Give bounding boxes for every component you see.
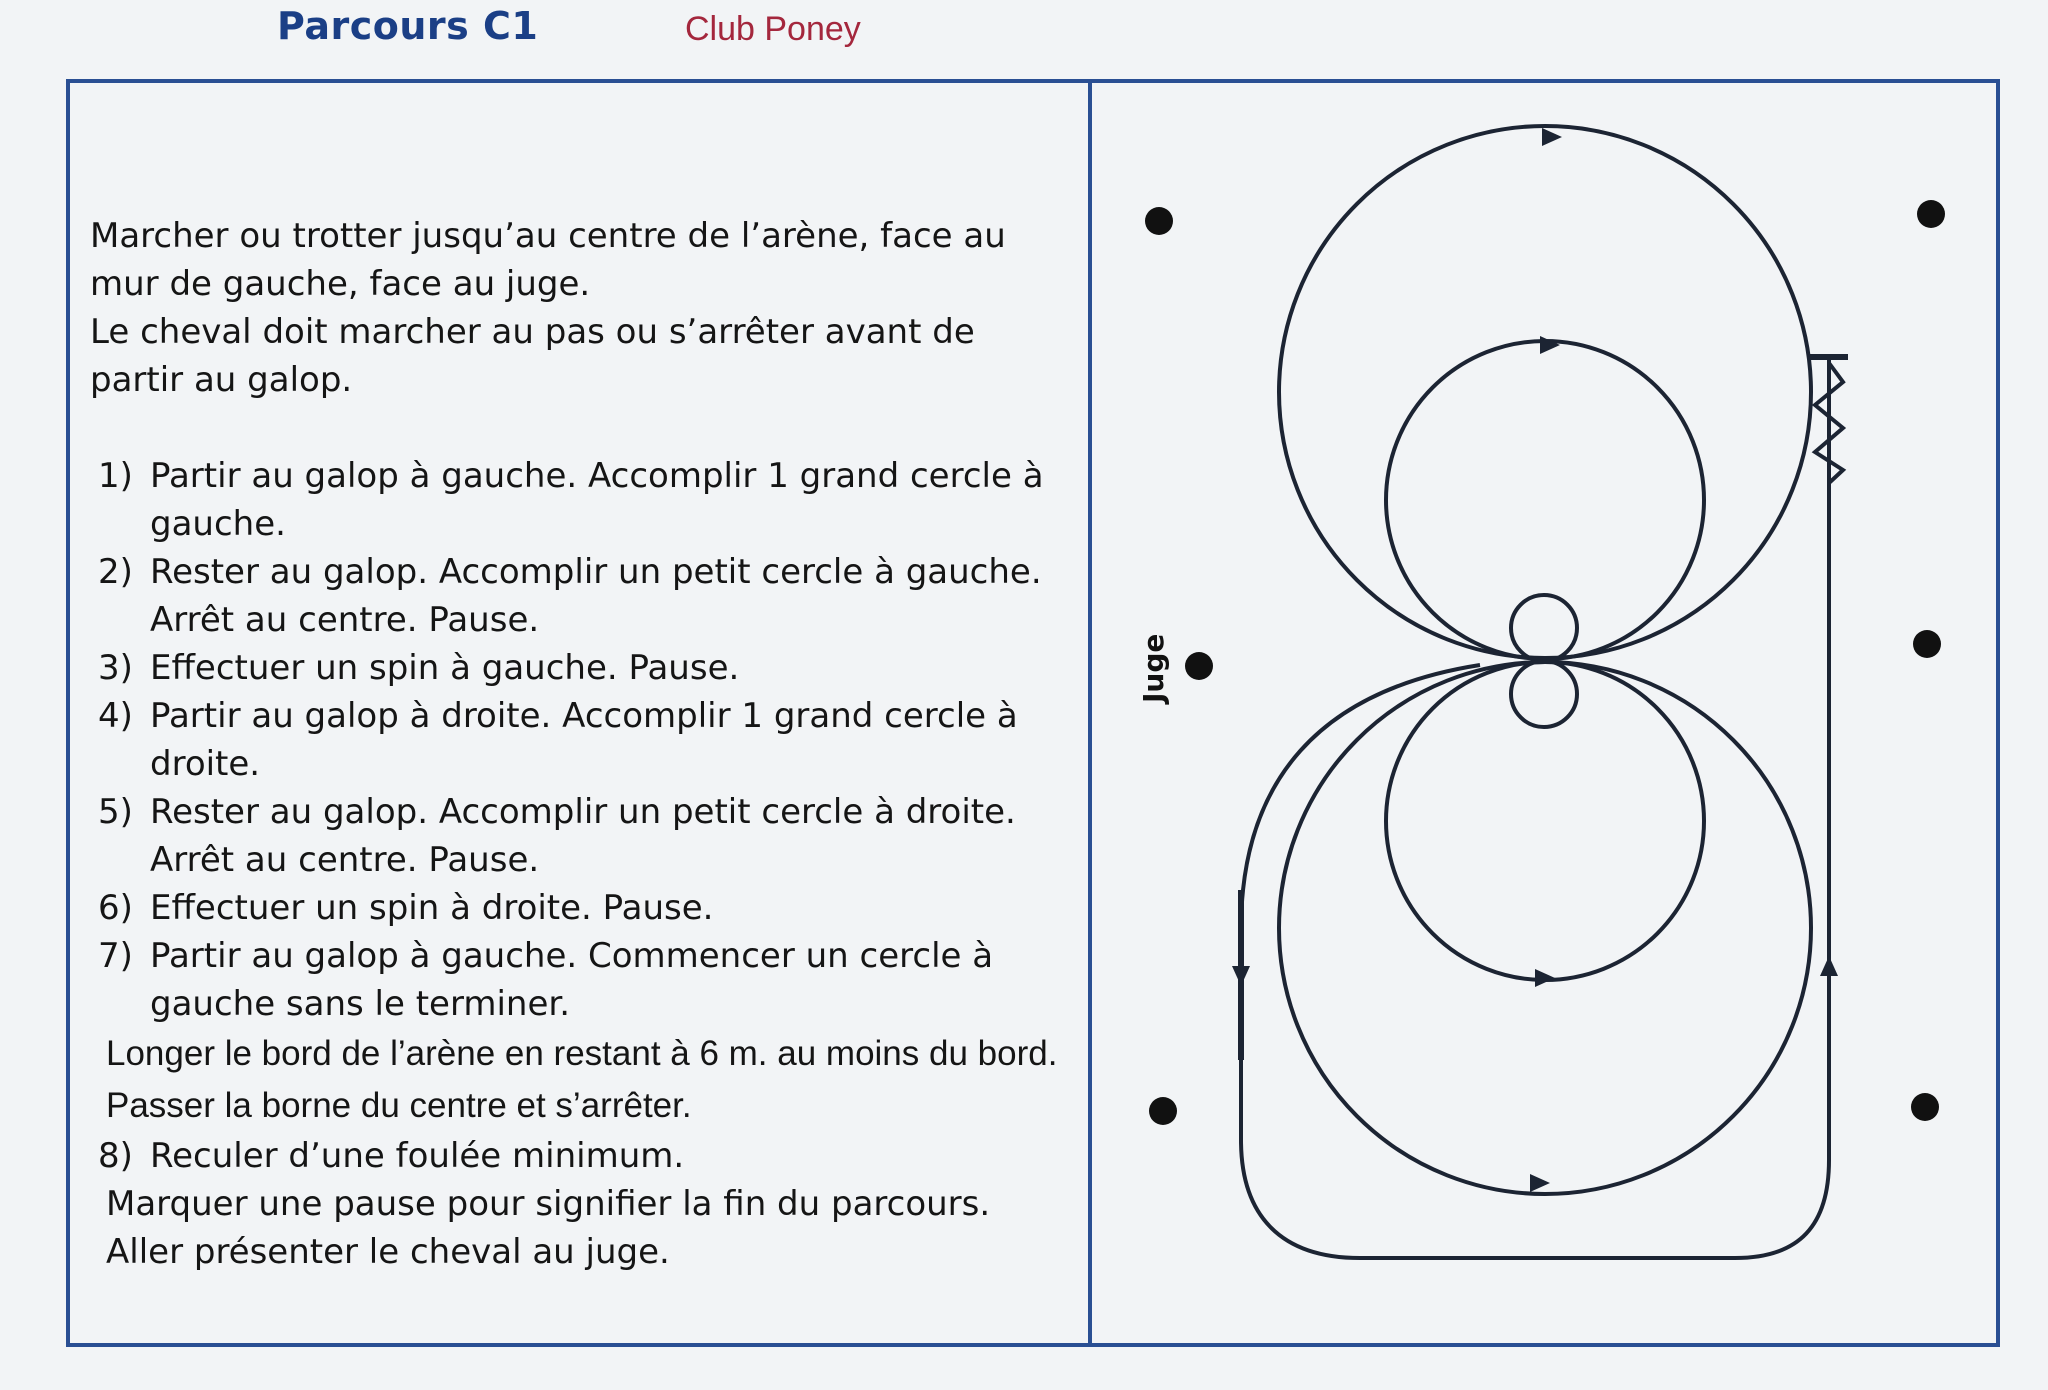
arrow-left-rail-down — [1232, 966, 1250, 986]
step-2 — [90, 548, 1070, 644]
rail-instruction: Longer le bord de l’arène en restant à 6 m. au moins du bord. — [106, 1034, 1058, 1073]
arrow-lower-large — [1530, 1174, 1550, 1192]
step-number: 5) — [98, 792, 133, 832]
spin-circle-bottom — [1511, 661, 1577, 727]
upper-small-circle — [1386, 341, 1704, 659]
step-7 — [90, 932, 1070, 1028]
spin-circle-top — [1511, 595, 1577, 661]
judge-label: Juge — [1137, 633, 1170, 703]
lower-large-circle — [1279, 662, 1811, 1194]
marker-middle-left — [1185, 652, 1213, 680]
intro-line: Le cheval doit marcher au pas ou s’arrêter avant de partir au galop. — [90, 312, 975, 400]
step-text: Partir au galop à droite. Accomplir 1 grand cercle à droite. — [150, 696, 1018, 784]
step-4 — [90, 692, 1070, 788]
marker-bottom-left — [1149, 1097, 1177, 1125]
step-6 — [90, 884, 1070, 932]
arrow-right-rail-up — [1820, 956, 1838, 976]
closing-line: Marquer une pause pour signifier la fin du parcours. — [106, 1184, 991, 1224]
club-name: Club Poney — [685, 10, 861, 48]
step-text: Rester au galop. Accomplir un petit cercle à gauche. Arrêt au centre. Pause. — [150, 552, 1042, 640]
lower-small-circle — [1386, 662, 1704, 980]
step-text: Effectuer un spin à droite. Pause. — [150, 888, 714, 928]
step-number: 8) — [98, 1136, 133, 1176]
step-number: 4) — [98, 696, 133, 736]
step-text: Partir au galop à gauche. Commencer un cercle à gauche sans le terminer. — [150, 936, 994, 1024]
marker-top-left — [1145, 207, 1173, 235]
step-8 — [90, 1132, 1070, 1180]
step-number: 3) — [98, 648, 133, 688]
intro-block — [90, 212, 1070, 404]
step-text: Effectuer un spin à gauche. Pause. — [150, 648, 740, 688]
step-number: 7) — [98, 936, 133, 976]
step-number: 2) — [98, 552, 133, 592]
arrow-upper-small — [1540, 336, 1560, 354]
arrow-lower-small — [1535, 969, 1555, 987]
stop-instruction: Passer la borne du centre et s’arrêter. — [106, 1086, 692, 1125]
step-1 — [90, 452, 1070, 548]
rail-path — [1241, 357, 1829, 1258]
step-number: 6) — [98, 888, 133, 928]
pattern-paths — [1241, 126, 1848, 1258]
step-text: Partir au galop à gauche. Accomplir 1 grand cercle à gauche. — [150, 456, 1044, 544]
arrow-upper-large — [1542, 128, 1562, 146]
closing-line: Aller présenter le cheval au juge. — [106, 1232, 670, 1272]
step-3 — [90, 644, 1070, 692]
marker-middle-right — [1913, 630, 1941, 658]
instructions-panel — [90, 212, 1070, 1276]
step-number: 1) — [98, 456, 133, 496]
step-text: Reculer d’une foulée minimum. — [150, 1136, 685, 1176]
intro-line: Marcher ou trotter jusqu’au centre de l’arène, face au mur de gauche, face au juge. — [90, 216, 1006, 304]
step-5 — [90, 788, 1070, 884]
marker-bottom-right — [1911, 1093, 1939, 1121]
pattern-diagram — [1092, 83, 1996, 1343]
step-text: Rester au galop. Accomplir un petit cercle à droite. Arrêt au centre. Pause. — [150, 792, 1016, 880]
marker-top-right — [1917, 200, 1945, 228]
page-title: Parcours C1 — [277, 4, 539, 48]
upper-large-circle — [1279, 126, 1811, 658]
